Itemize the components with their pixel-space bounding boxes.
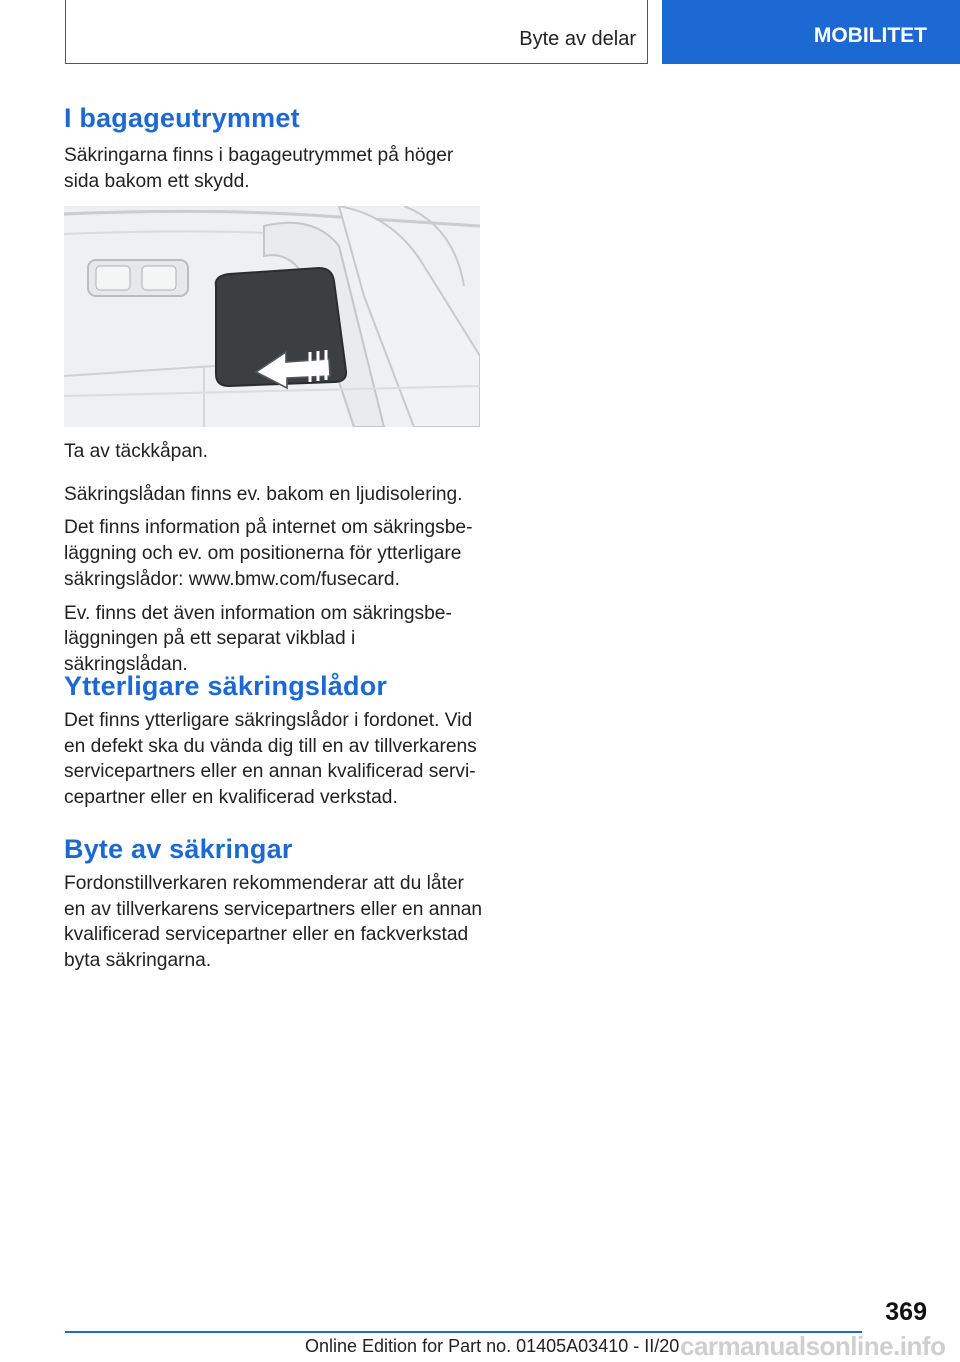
header-chapter-tab bbox=[662, 0, 960, 64]
paragraph: Fordonstillverkaren rekommenderar att du låter en av tillverkarens servicepartners eller en annan kvalificerad servicepartner eller en fackverkstad byta säkringarna. bbox=[64, 873, 483, 972]
watermark: carmanualsonline.info bbox=[680, 1331, 946, 1361]
page-number: 369 bbox=[885, 1298, 927, 1326]
section-replacing-fuses bbox=[64, 833, 484, 974]
paragraph: Ta av täckkåpan. bbox=[64, 441, 208, 462]
paragraph: Säkringarna finns i bagageutrymmet på höger sida bakom ett skydd. bbox=[64, 145, 454, 192]
section-additional-fuse-boxes bbox=[64, 670, 484, 811]
paragraph: Ev. finns det även information om säkringsbeläggningen på ett separat vikblad i säkringslådan. bbox=[64, 602, 452, 675]
paragraph: Säkringslådan finns ev. bakom en ljudisolering. bbox=[64, 483, 463, 505]
footer-edition: Online Edition for Part no. 01405A03410 - II/20 bbox=[305, 1336, 680, 1356]
section-heading: Byte av säkringar bbox=[64, 834, 293, 864]
paragraph: Det finns ytterligare säkringslådor i fordonet. Vid en defekt ska du vända dig till en av tillverkarens servicepartners eller en annan kvalificerad servicepartner eller en kvalificerad verkstad. bbox=[64, 710, 477, 809]
section-luggage bbox=[64, 102, 484, 194]
paragraph: Det finns information på internet om säkringsbeläggning och ev. om positionerna för ytterligare säkringslådor: www.bmw.com/fusecard. bbox=[64, 517, 473, 590]
header-section-title: Byte av delar bbox=[519, 28, 636, 50]
section-luggage-steps bbox=[64, 439, 484, 678]
section-heading: Ytterligare säkringslådor bbox=[64, 671, 388, 701]
header-chapter-label: MOBILITET bbox=[813, 24, 927, 47]
fuse-cover-illustration bbox=[64, 206, 480, 427]
section-heading: I bagageutrymmet bbox=[64, 103, 300, 133]
luggage-compartment-figure bbox=[64, 206, 480, 427]
